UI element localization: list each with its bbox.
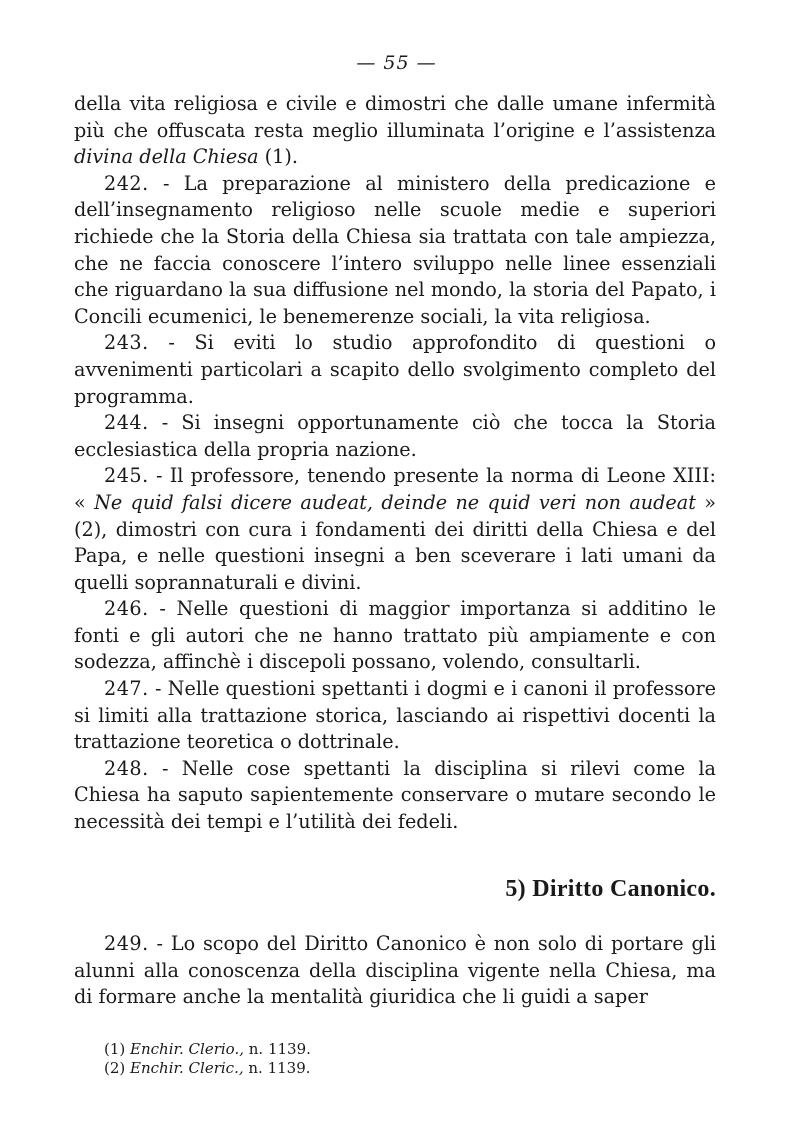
paragraph-text: - Lo scopo del Diritto Canonico è non solo di portare gli alunni alla conoscenza della disciplina vigente nella Chiesa, ma di formare anche la mentalità giuridica che li guidi a saper xyxy=(74,932,716,1009)
footnote-mark: (1) xyxy=(104,1040,126,1058)
footnote-ref: n. 1139. xyxy=(243,1040,311,1058)
body-text xyxy=(74,91,716,836)
paragraph-249-block xyxy=(74,931,716,1011)
footnote-mark: (2) xyxy=(104,1059,126,1077)
paragraph-number: 246. xyxy=(104,597,149,621)
paragraph-number: 247. xyxy=(104,677,149,701)
paragraph-text: - Nelle questioni di maggior importanza si additino le fonti e gli autori che ne hanno trattato più ampiamente e con sodezza, affinchè i discepoli possano, volendo, consultarli. xyxy=(74,597,716,674)
paragraph-number: 243. xyxy=(104,331,149,355)
paragraph xyxy=(74,463,716,596)
paragraph-text: - Si insegni opportunamente ciò che tocca la Storia ecclesiastica della propria nazione. xyxy=(74,411,716,461)
paragraph-text: - Nelle questioni spettanti i dogmi e i canoni il professore si limiti alla trattazione storica, lasciando ai rispettivi docenti la trattazione teoretica o dottrinale. xyxy=(74,677,716,754)
paragraph-number: 245. xyxy=(104,464,149,488)
paragraph-text: - Il professore, tenendo presente la norma di Leone XIII: « xyxy=(74,464,716,514)
footnote-source: Enchir. Clerio., xyxy=(130,1040,244,1058)
paragraph-number: 249. xyxy=(104,932,149,955)
paragraph-text: - La preparazione al ministero della predicazione e dell’insegnamento religioso nelle scuole medie e superiori richiede che la Storia della Chiesa sia trattata con tale ampiezza, che ne faccia conoscere l’intero sviluppo nelle linee essenziali che riguardano la sua diffusione nel mondo, la storia del Papato, i Concili ecumenici, le benemerenze sociali, la vita religiosa. xyxy=(74,171,716,328)
footnote-source: Enchir. Cleric., xyxy=(130,1059,244,1077)
paragraph xyxy=(74,91,716,171)
paragraph xyxy=(74,171,716,331)
paragraph-number: 244. xyxy=(104,411,149,435)
paragraph xyxy=(74,410,716,463)
paragraph-number: 242. xyxy=(104,171,149,195)
paragraph-249 xyxy=(74,931,716,1011)
paragraph-text: » (2), dimostri con cura i fondamenti dei diritti della Chiesa e del Papa, e nelle questioni insegni a ben sceverare i lati umani da quelli soprannaturali e divini. xyxy=(74,490,716,594)
paragraph xyxy=(74,756,716,836)
footnote-1 xyxy=(104,1040,311,1059)
paragraph-text: (1). xyxy=(258,145,298,169)
paragraph xyxy=(74,330,716,410)
footnote-2 xyxy=(104,1059,311,1078)
page-number: — 55 — xyxy=(356,52,437,74)
section-heading: 5) Diritto Canonico. xyxy=(505,876,716,902)
paragraph-text: - Nelle cose spettanti la disciplina si rilevi come la Chiesa ha saputo sapientemente conservare o mutare secondo le necessità dei tempi e l’utilità dei fedeli. xyxy=(74,756,716,834)
italic-text: divina della Chiesa xyxy=(74,145,259,169)
footnotes xyxy=(104,1040,311,1078)
paragraph xyxy=(74,676,716,756)
footnote-ref: n. 1139. xyxy=(243,1059,311,1077)
paragraph-text: della vita religiosa e civile e dimostri che dalle umane infermità più che offuscata resta meglio illuminata l’origine e l’assistenza xyxy=(74,92,716,142)
paragraph-number: 248. xyxy=(104,756,149,780)
paragraph-text: - Si eviti lo studio approfondito di questioni o avvenimenti particolari a scapito dello svolgimento completo del programma. xyxy=(74,331,716,408)
paragraph xyxy=(74,596,716,676)
italic-text: Ne quid falsi dicere audeat, deinde ne quid veri non audeat xyxy=(94,490,696,514)
